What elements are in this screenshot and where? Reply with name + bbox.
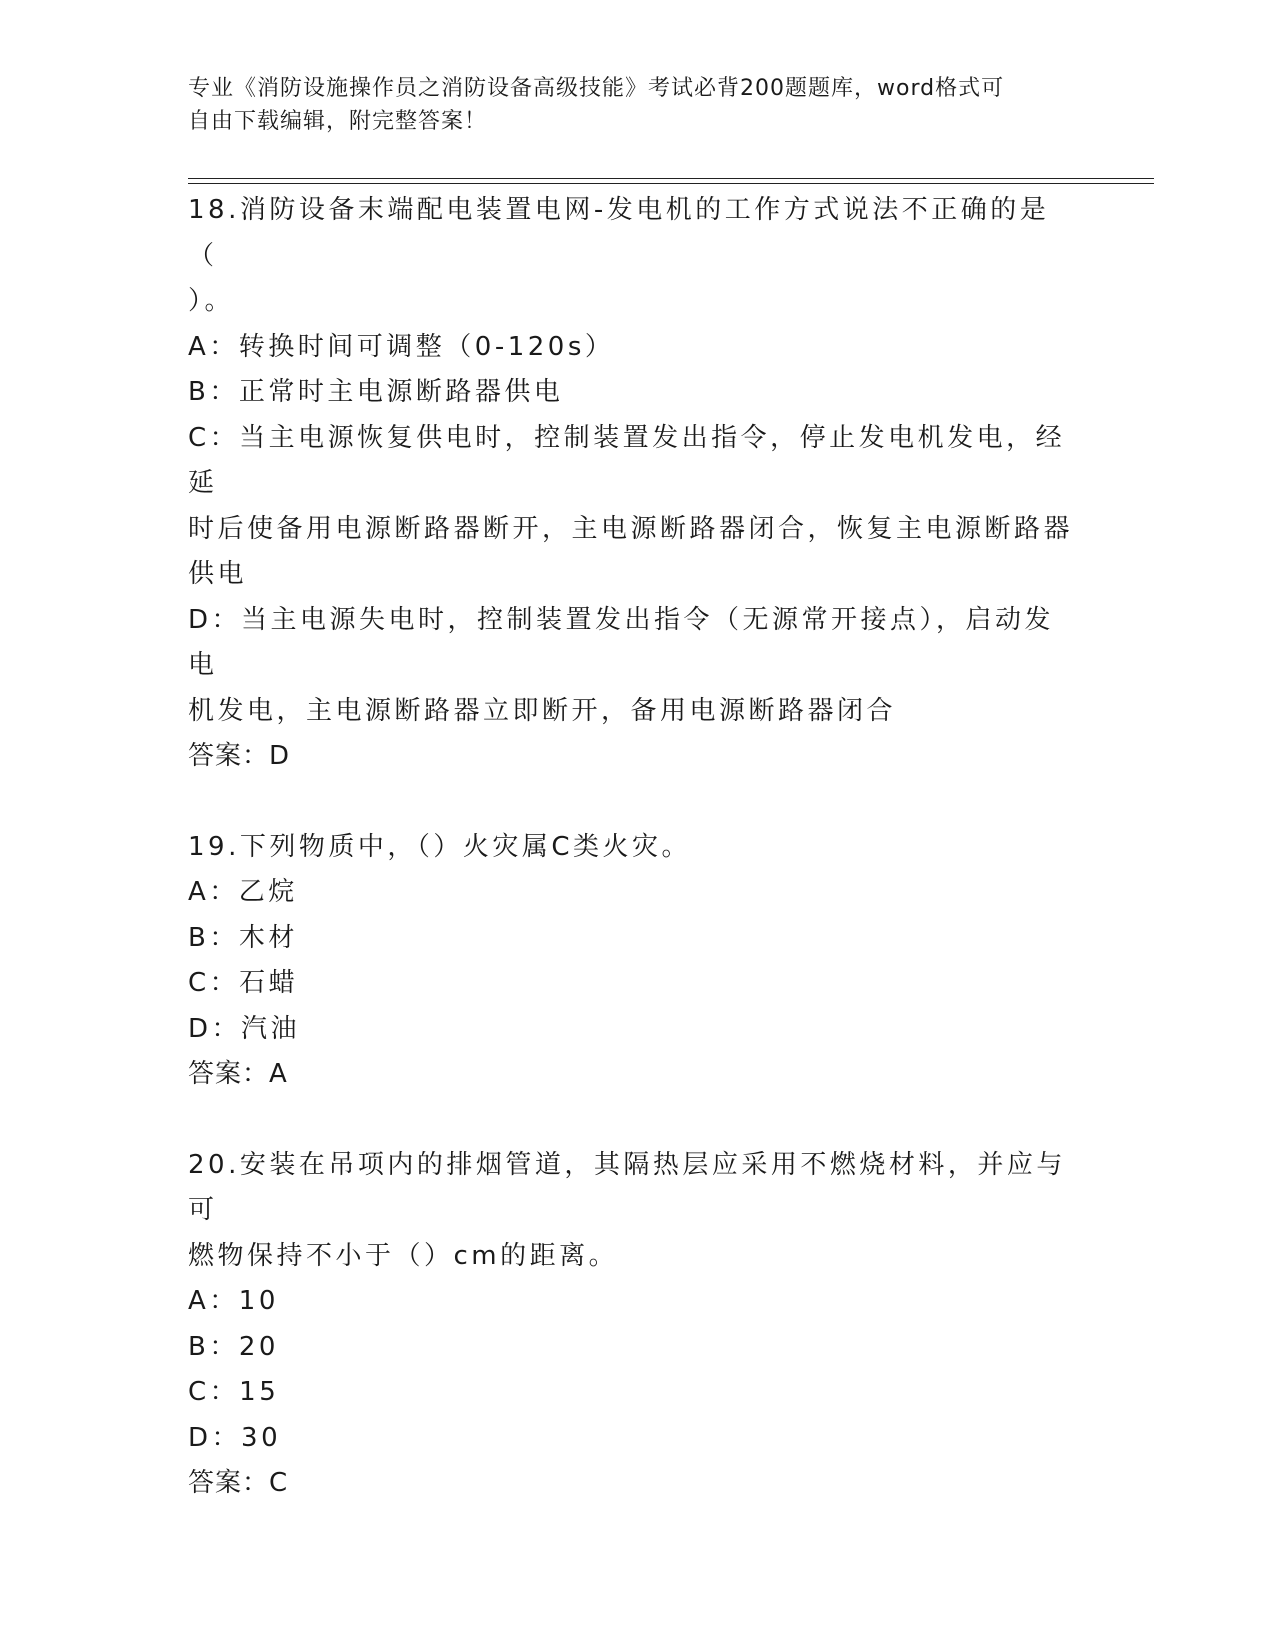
answer-label: 答案：A [188, 1059, 288, 1089]
option-a: A：10 [188, 1286, 279, 1316]
header-divider-bottom [188, 183, 1154, 184]
question-stem-line: 19.下列物质中，（）火灾属C类火灾。 [188, 831, 692, 862]
question-19 [188, 825, 1078, 1098]
answer-label: 答案：D [188, 741, 291, 771]
option-c-line: 供电 [188, 559, 248, 589]
option-c: C：石蜡 [188, 968, 299, 998]
option-c-line: C：当主电源恢复供电时，控制装置发出指令，停止发电机发电，经延 [188, 422, 1066, 498]
question-stem-line: ）。 [188, 286, 235, 316]
header-line-1: 专业《消防设施操作员之消防设备高级技能》考试必背200题题库，word格式可 [188, 76, 1005, 101]
option-b: B：木材 [188, 922, 298, 953]
option-c: C：15 [188, 1377, 280, 1407]
option-a: A：转换时间可调整（0-120s） [188, 331, 615, 362]
option-d-line: D：当主电源失电时，控制装置发出指令（无源常开接点），启动发电 [188, 604, 1055, 680]
question-list [188, 188, 1078, 1552]
answer-label: 答案：C [188, 1468, 289, 1498]
option-a: A：乙烷 [188, 877, 298, 907]
option-b: B：20 [188, 1331, 279, 1362]
header-line-2: 自由下载编辑，附完整答案！ [188, 109, 488, 134]
option-d-line: 机发电，主电源断路器立即断开，备用电源断路器闭合 [188, 695, 897, 726]
document-header [188, 72, 1068, 138]
option-d: D：30 [188, 1422, 282, 1453]
option-c-line: 时后使备用电源断路器断开，主电源断路器闭合，恢复主电源断路器 [188, 513, 1074, 544]
question-stem-line: 燃物保持不小于（）cm的距离。 [188, 1240, 619, 1271]
option-b: B：正常时主电源断路器供电 [188, 377, 564, 407]
option-d: D：汽油 [188, 1013, 301, 1044]
question-stem-line: 20.安装在吊项内的排烟管道，其隔热层应采用不燃烧材料，并应与可 [188, 1149, 1066, 1225]
question-stem-line: 18.消防设备末端配电装置电网-发电机的工作方式说法不正确的是（ [188, 195, 1050, 271]
question-18 [188, 188, 1078, 780]
header-divider-top [188, 178, 1154, 179]
question-20 [188, 1143, 1078, 1507]
